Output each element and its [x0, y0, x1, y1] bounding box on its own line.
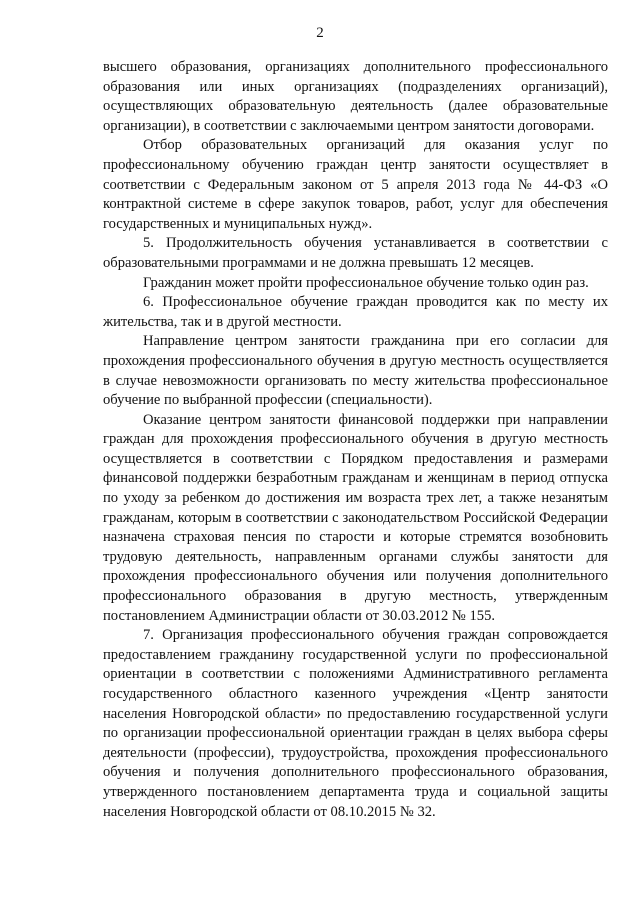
- paragraph-selection-of-organizations: Отбор образовательных организаций для оказания услуг по профессиональному обучению граждан центр занятости осуществляет в соответствии с Федеральным законом от 5 апреля 2013 года № 44-ФЗ «О контрактной системе в сфере закупок товаров, работ, услуг для обеспечения государственных и муниципальных нужд».: [103, 137, 608, 232]
- paragraph-financial-support: Оказание центром занятости финансовой поддержки при направлении граждан для прохождения профессионального обучения в другую местность осуществляется в соответствии с Порядком предоставления и размерами финансовой поддержки безработным гражданам и женщинам в период отпуска по уходу за ребенком до достижения им возраста трех лет, а также незанятым гражданам, которым в соответствии с законодательством Российской Федерации назначена страховая пенсия по старости и которые стремятся возобновить трудовую деятельность, направленным органами службы занятости для прохождения профессионального обучения или получения дополнительного профессионального образования в другую местность, утвержденным постановлением Администрации области от 30.03.2012 № 155.: [103, 411, 608, 624]
- paragraph-item-5-duration: 5. Продолжительность обучения устанавливается в соответствии с образовательными программами и не должна превышать 12 месяцев.: [103, 235, 608, 271]
- paragraph-intro-continued: высшего образования, организациях дополнительного профессионального образования или иных организациях (подразделениях организаций), осуществляющих образовательную деятельность (далее образовательные организации), в соответствии с заключаемыми центром занятости договорами.: [103, 59, 608, 134]
- paragraph-referral-other-location: Направление центром занятости гражданина при его согласии для прохождения профессионального обучения в другую местность осуществляется в случае невозможности организовать по месту жительства профессиональное обучение по выбранной профессии (специальности).: [103, 333, 608, 409]
- document-body: [103, 58, 608, 822]
- paragraph-once-only: Гражданин может пройти профессиональное обучение только один раз.: [143, 274, 589, 291]
- paragraph-item-7-orientation: 7. Организация профессионального обучения граждан сопровождается предоставлением гражданину государственной услуги по профессиональной ориентации в соответствии с положениями Административного регламента государственного областного казенного учреждения «Центр занятости населения Новгородской области» по предоставлению государственной услуги по организации профессиональной ориентации граждан в целях выбора сферы деятельности (профессии), трудоустройства, прохождения профессионального обучения и получения дополнительного профессионального образования, утвержденного постановлением департамента труда и социальной защиты населения Новгородской области от 08.10.2015 № 32.: [103, 627, 608, 820]
- paragraph-item-6-location: 6. Профессиональное обучение граждан проводится как по месту их жительства, так и в другой местности.: [103, 294, 608, 330]
- page-number: 2: [316, 25, 324, 41]
